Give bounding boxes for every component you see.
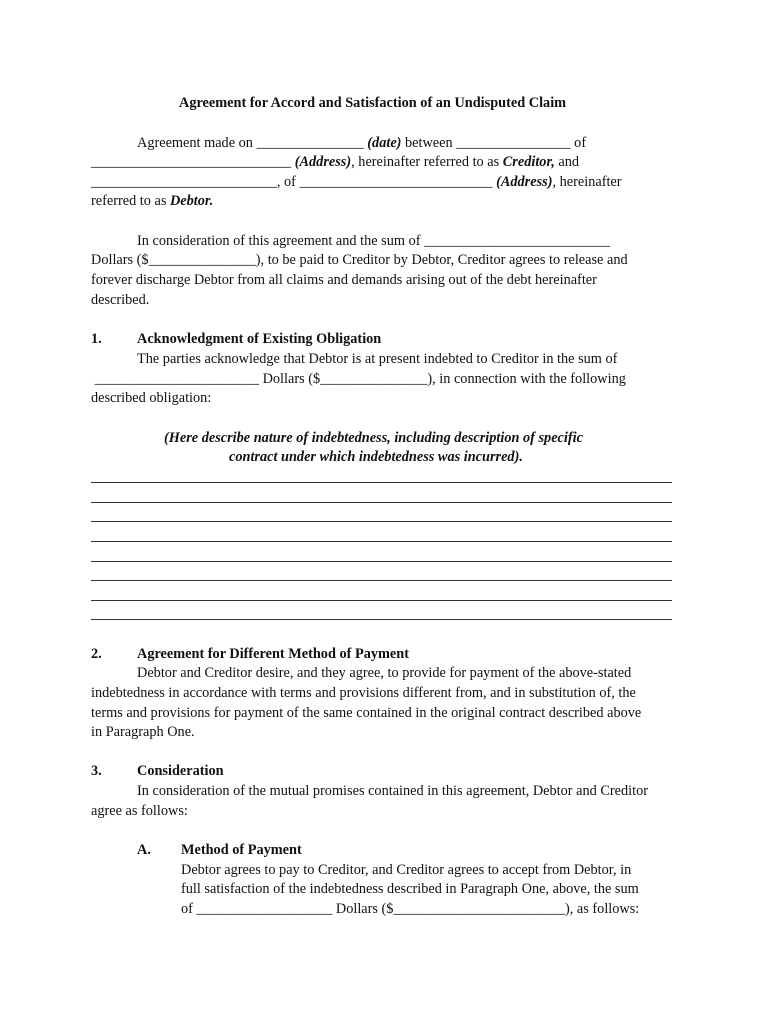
intro-text: between ________________ of	[401, 135, 587, 151]
intro-line-4	[91, 191, 213, 211]
intro-text: ____________________________	[91, 154, 295, 170]
section-2-line: in Paragraph One.	[91, 724, 195, 740]
section-2-line: indebtedness in accordance with terms and provisions different from, and in substitution of, the	[91, 685, 636, 701]
section-2-line: terms and provisions for payment of the same contained in the original contract described above	[91, 705, 642, 721]
blank-line	[91, 619, 672, 620]
blank-line	[91, 600, 672, 601]
subsection-a-label: A.	[137, 842, 151, 858]
consideration-line: forever discharge Debtor from all claims and demands arising out of the debt hereinafter	[91, 272, 597, 288]
section-3-line: agree as follows:	[91, 803, 188, 819]
section-3-number: 3.	[91, 763, 102, 779]
section-1-number: 1.	[91, 331, 102, 347]
section-1-heading: Acknowledgment of Existing Obligation	[137, 331, 382, 347]
subsection-a-heading: Method of Payment	[181, 842, 302, 858]
intro-line-3	[91, 172, 622, 192]
section-1-line: The parties acknowledge that Debtor is at present indebted to Creditor in the sum of	[137, 351, 618, 367]
consideration-line: Dollars ($_______________), to be paid to Creditor by Debtor, Creditor agrees to release and	[91, 252, 628, 268]
section-3-heading: Consideration	[137, 763, 224, 779]
intro-text: and	[554, 154, 580, 170]
section-1-line: _______________________ Dollars ($_______________), in connection with the following	[91, 371, 626, 387]
subsection-a-line: of ___________________ Dollars ($________________________), as follows:	[181, 901, 640, 917]
section-3-line: In consideration of the mutual promises contained in this agreement, Debtor and Creditor	[137, 783, 648, 799]
section-2-heading: Agreement for Different Method of Payment	[137, 646, 409, 662]
intro-text: , hereinafter	[552, 174, 622, 190]
blank-line	[91, 580, 672, 581]
intro-text: referred to as	[91, 193, 170, 209]
intro-text: __________________________, of ___________________________	[91, 174, 497, 190]
intro-text: , hereinafter referred to as	[351, 154, 503, 170]
address-label: (Address)	[496, 174, 553, 190]
section-1-line: described obligation:	[91, 390, 212, 406]
subsection-a-line: Debtor agrees to pay to Creditor, and Creditor agrees to accept from Debtor, in	[181, 862, 632, 878]
intro-text: Agreement made on _______________	[137, 135, 368, 151]
date-label: (date)	[367, 135, 402, 151]
blank-line	[91, 561, 672, 562]
address-label: (Address)	[294, 154, 352, 170]
consideration-line: In consideration of this agreement and the sum of __________________________	[137, 233, 610, 249]
intro-line-2	[91, 152, 579, 172]
document-title: Agreement for Accord and Satisfaction of an Undisputed Claim	[179, 95, 567, 111]
blank-line	[91, 502, 672, 503]
intro-line-1	[137, 133, 586, 153]
blank-line	[91, 482, 672, 483]
instruction-line: (Here describe nature of indebtedness, including description of specific	[164, 430, 583, 446]
creditor-label: Creditor,	[502, 154, 555, 170]
section-2-number: 2.	[91, 646, 102, 662]
debtor-label: Debtor.	[169, 193, 214, 209]
instruction-line: contract under which indebtedness was incurred).	[229, 449, 523, 465]
section-2-line: Debtor and Creditor desire, and they agree, to provide for payment of the above-stated	[137, 665, 632, 681]
subsection-a-line: full satisfaction of the indebtedness described in Paragraph One, above, the sum	[181, 881, 639, 897]
consideration-line: described.	[91, 292, 150, 308]
blank-line	[91, 541, 672, 542]
blank-line	[91, 521, 672, 522]
